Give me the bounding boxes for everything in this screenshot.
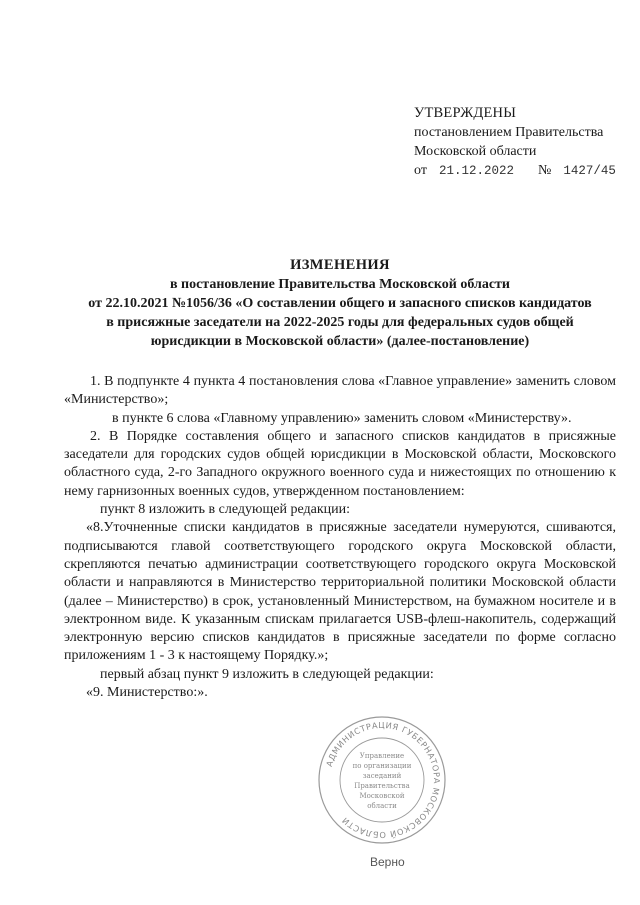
seal-center-line: области [367,802,397,810]
official-seal [316,714,448,846]
document-heading [60,256,620,351]
paragraph-6: первый абзац пункт 9 изложить в следующей редакции: [100,666,434,682]
approval-date: 21.12.2022 [438,164,514,178]
heading-line-1: в постановление Правительства Московской области [169,277,511,292]
approval-date-row [414,161,634,181]
heading-title: ИЗМЕНЕНИЯ [290,257,390,273]
paragraph-1: 1. В подпункте 4 пункта 4 постановления слова «Главное управление» заменить словом «Министерство»; [64,374,616,408]
approval-number-label: № [537,163,552,178]
seal-center-line: по организации [352,762,412,770]
approval-block [414,104,634,181]
document-body [64,373,616,702]
heading-line-3: в присяжные заседатели на 2022-2025 годы для федеральных судов общей [106,315,574,330]
paragraph-2: в пункте 6 слова «Главному управлению» заменить словом «Министерству». [112,410,572,426]
seal-center-line: Управление [359,752,405,760]
approval-line-1: постановлением Правительства [414,125,604,140]
paragraph-4: пункт 8 изложить в следующей редакции: [100,502,350,518]
approval-title: УТВЕРЖДЕНЫ [414,105,517,121]
heading-line-2: от 22.10.2021 №1056/36 «О составлении общего и запасного списков кандидатов [88,296,592,311]
approval-from-label: от [414,163,427,178]
seal-ring-text: АДМИНИСТРАЦИЯ ГУБЕРНАТОРА МОСКОВСКОЙ ОБЛАСТИ [323,719,443,841]
approval-number: 1427/45 [563,164,616,178]
seal-center-line: Московской [359,792,405,800]
paragraph-5: «8.Уточненные списки кандидатов в присяжные заседатели нумеруются, сшиваются, подписываются главой соответствующего городского округа Московской области, скрепляются печатью администрации соответствующего городского округа Московской области и направляются в Министерство территориальной политики Московской области (далее – Министерство) в срок, установленный Министерством, на бумажном носителе и в электронном виде. К указанным спискам прилагается USB-флеш-накопитель, содержащий электронную версию списков кандидатов в присяжные заседатели по форме согласно приложениям 1 - 3 к настоящему Порядку.»; [64,520,616,664]
paragraph-3: 2. В Порядке составления общего и запасного списков кандидатов в присяжные заседатели для городских судов общей юрисдикции в Московской области, Московского областного суда, 2-го Западного окружного военного суда и нижестоящих по отношению к нему гарнизонных военных судов, утвержденном постановлением: [64,428,616,499]
verno-label: Верно [370,855,405,869]
seal-center-line: заседаний [362,772,402,780]
approval-line-2: Московской области [414,144,537,159]
heading-line-4: юрисдикции в Московской области» (далее-постановление) [150,334,530,349]
paragraph-7: «9. Министерство:». [86,685,208,701]
seal-center-line: Правительства [354,782,410,790]
